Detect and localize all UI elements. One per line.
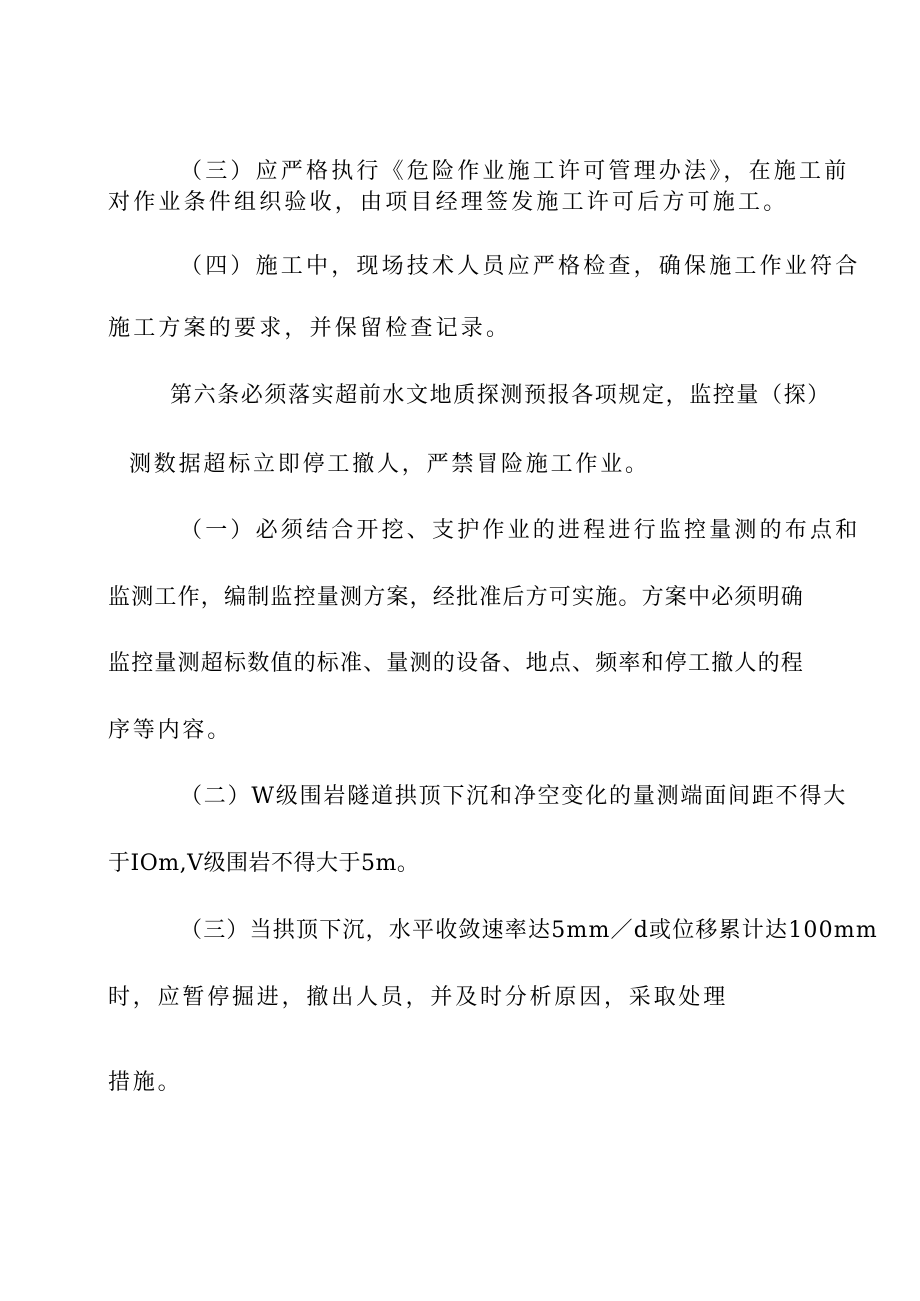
article-6-line-1: 第六条必须落实超前水文地质探测预报各项规定，监控量（探） <box>170 383 831 408</box>
item-2-line-1: （二）W级围岩隧道拱顶下沉和净空变化的量测端面间距不得大 <box>180 784 848 809</box>
item-1-line-3: 监控量测超标数值的标准、量测的设备、地点、频率和停工撤人的程 <box>108 651 805 676</box>
article-6-line-2: 测数据超标立即停工撤人，严禁冒险施工作业。 <box>129 452 650 477</box>
paragraph-3-line-1: （三）应严格执行《危险作业施工许可管理办法》，在施工前 <box>180 159 850 184</box>
item-3-line-3: 措施。 <box>108 1070 183 1095</box>
item-1-line-1: （一）必须结合开挖、支护作业的进程进行监控量测的布点和 <box>180 518 861 543</box>
item-1-line-2: 监测工作，编制监控量测方案，经批准后方可实施。方案中必须明确 <box>108 585 805 610</box>
item-3-line-2: 时，应暂停掘进，撤出人员，并及时分析原因，采取处理 <box>108 985 729 1010</box>
item-2-line-2: 于IOm,V级围岩不得大于5m。 <box>108 851 420 876</box>
paragraph-3-line-2: 对作业条件组织验收，由项目经理签发施工许可后方可施工。 <box>108 190 789 215</box>
paragraph-4-line-2: 施工方案的要求，并保留检查记录。 <box>108 316 512 341</box>
item-3-line-1: （三）当拱顶下沉，水平收敛速率达5mm／d或位移累计达100mm <box>180 918 878 943</box>
item-1-line-4: 序等内容。 <box>108 718 233 743</box>
paragraph-4-line-1: （四）施工中，现场技术人员应严格检查，确保施工作业符合 <box>180 254 861 279</box>
